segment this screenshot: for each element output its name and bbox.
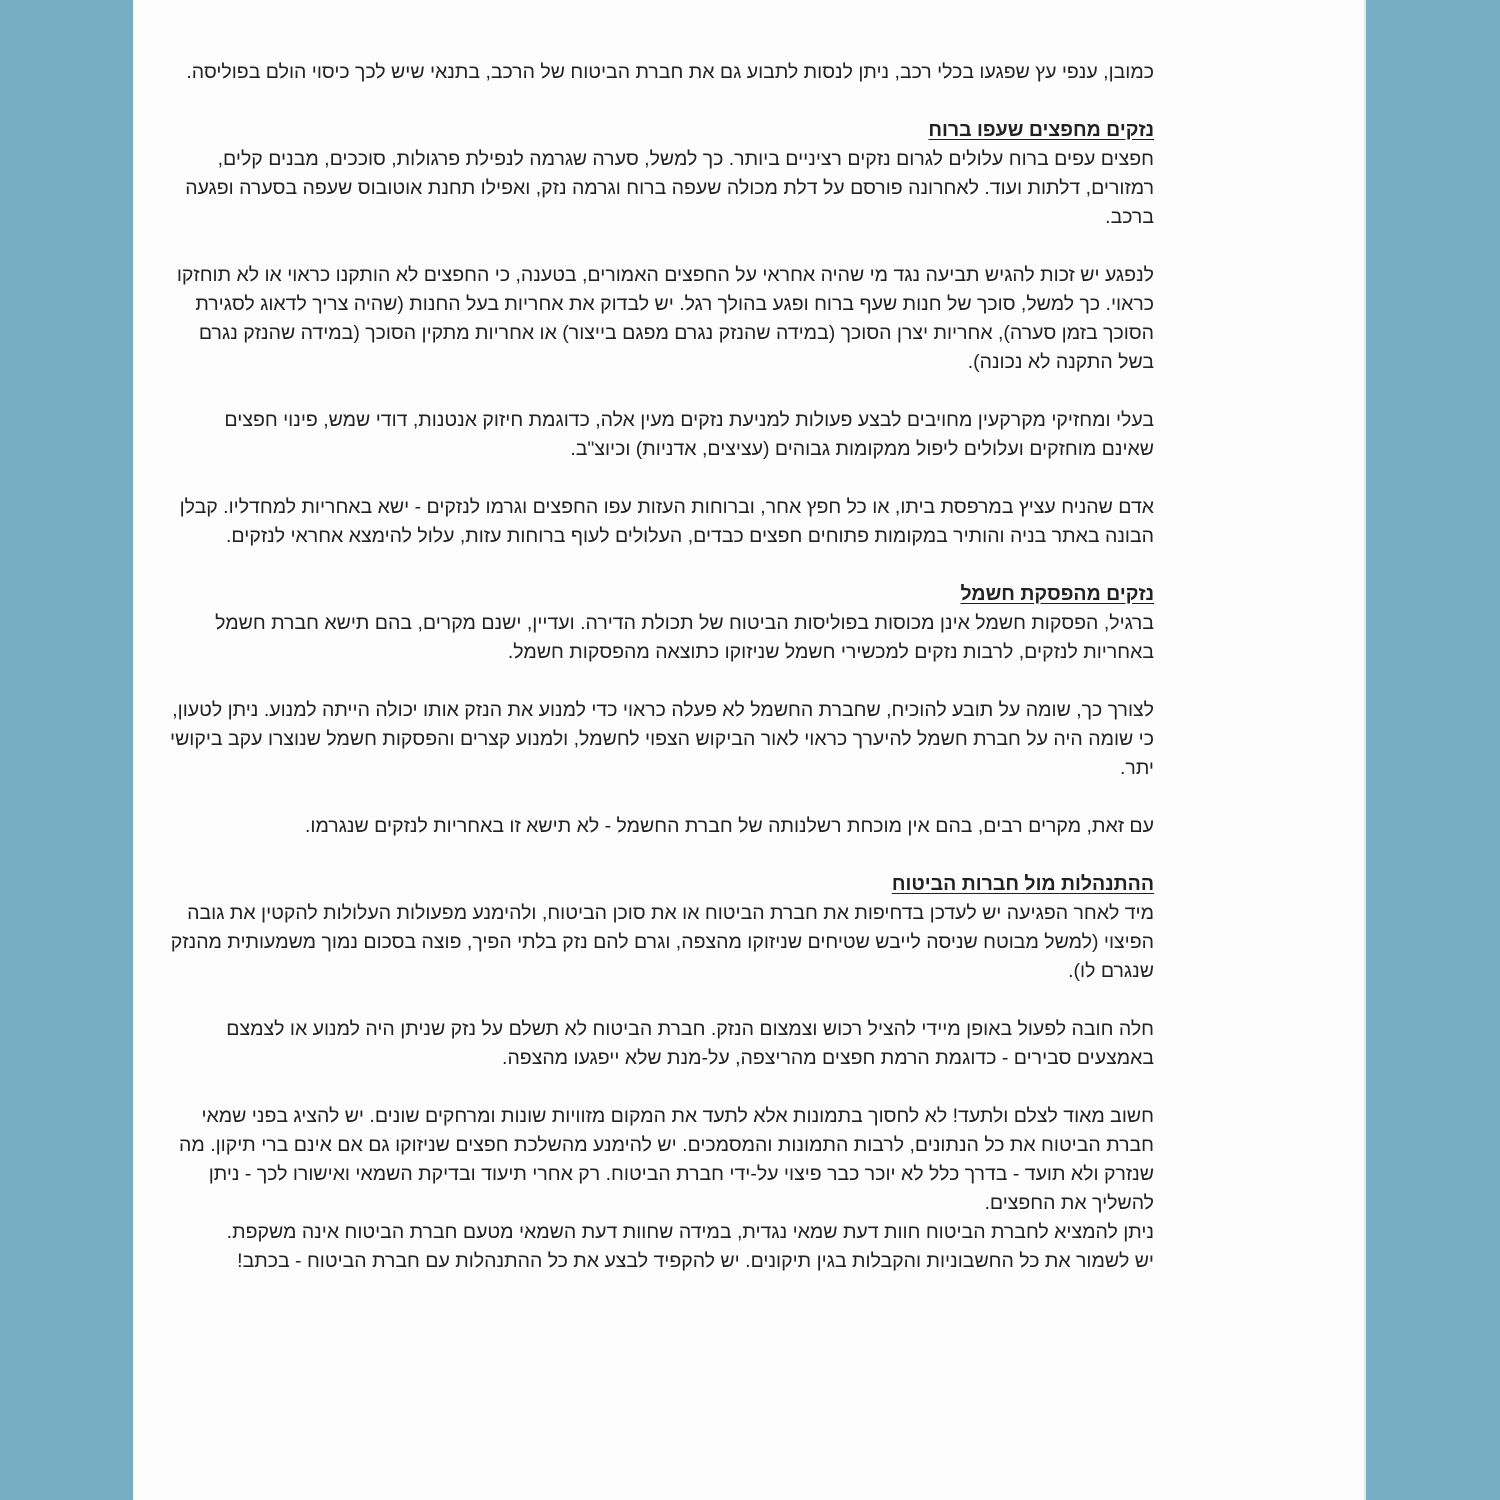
paragraph: חלה חובה לפעול באופן מיידי להציל רכוש וצמצום הנזק. חברת הביטוח לא תשלם על נזק שניתן היה למנוע או לצמצם באמצעים סבירים - כדוגמת הרמת חפצים מהריצפה, על-מנת שלא ייפגעו מהצפה. [226,1018,1154,1069]
closing-line: יש לשמור את כל החשבוניות והקבלות בגין תיקונים. יש להקפיד לבצע את כל ההתנהלות עם חברת הביטוח - בכתב! [237,1250,1154,1272]
document-page [133,0,1364,1500]
paragraph: לצורך כך, שומה על תובע להוכיח, שחברת החשמל לא פעלה כראוי כדי למנוע את הנזק אותו יכולה הייתה למנוע. ניתן לטעון, כי שומה היה על חברת חשמל להיערך כראוי לאור הביקוש הצפוי לחשמל, ולמנוע קצרים והפסקות חשמל שנוצרו עקב ביקושי יתר. [170,699,1154,779]
paragraph: חפצים עפים ברוח עלולים לגרום נזקים רציניים ביותר. כך למשל, סערה שגרמה לנפילת פרגולות, סוככים, מבנים קלים, רמזורים, דלתות ועוד. לאחרונה פורסם על דלת מכולה שעפה ברוח וגרמה נזק, ואפילו תחנת אוטובוס שעפה בסערה ופגעה ברכב. [185,148,1154,228]
paragraph: עם זאת, מקרים רבים, בהם אין מוכחת רשלנותה של חברת החשמל - לא תישא זו באחריות לנזקים שנגרמו. [304,815,1154,837]
closing-line: ניתן להמציא לחברת הביטוח חוות דעת שמאי נגדית, במידה שחוות דעת השמאי מטעם חברת הביטוח אינה משקפת. [226,1221,1154,1243]
paragraph: מיד לאחר הפגיעה יש לעדכן בדחיפות את חברת הביטוח או את סוכן הביטוח, ולהימנע מפעולות העלולות להקטין את גובה הפיצוי (למשל מבוטח שניסה לייבש שטיחים שניזוקו מהצפה, וגרם להם נזק בלתי הפיך, פוצה בסכום נמוך משמעותית מהנזק שנגרם לו). [170,902,1154,982]
paragraph: בעלי ומחזיקי מקרקעין מחויבים לבצע פעולות למניעת נזקים מעין אלה, כדוגמת חיזוק אנטנות, דודי שמש, פינוי חפצים שאינם מוחזקים ועלולים ליפול ממקומות גבוהים (עציצים, אדניות) וכיוצ"ב. [224,409,1154,460]
closing-line: חשוב מאוד לצלם ולתעד! לא לחסוך בתמונות אלא לתעד את המקום מזוויות שונות ומרחקים שונים. יש להציג בפני שמאי חברת הביטוח את כל הנתונים, לרבות התמונות והמסמכים. יש להימנע מהשלכת חפצים שניזוקו גם אם אינם ברי תיקון. מה שנזרק ולא תועד - בדרך כלל לא יוכר כבר פיצוי על-ידי חברת הביטוח. רק אחרי תיעוד ובדיקת השמאי ואישורו לכך - ניתן להשליך את החפצים. [179,1105,1154,1214]
document-body [169,58,1154,1276]
paragraph: ברגיל, הפסקות חשמל אינן מכוסות בפוליסות הביטוח של תכולת הדירה. ועדיין, ישנם מקרים, בהם תישא חברת חשמל באחריות לנזקים, לרבות נזקים למכשירי חשמל שניזוקו כתוצאה מהפסקות חשמל. [215,612,1154,663]
paragraph: אדם שהניח עציץ במרפסת ביתו, או כל חפץ אחר, וברוחות העזות עפו החפצים וגרמו לנזקים - ישא באחריות למחדליו. קבלן הבונה באתר בניה והותיר במקומות פתוחים חפצים כבדים, העלולים לעוף ברוחות עזות, עלול להימצא אחראי לנזקים. [179,496,1154,547]
intro-paragraph: כמובן, ענפי עץ שפגעו בכלי רכב, ניתן לנסות לתבוע גם את חברת הביטוח של הרכב, בתנאי שיש לכך כיסוי הולם בפוליסה. [186,61,1154,83]
section-heading-power-outage: נזקים מהפסקת חשמל [960,583,1154,605]
section-heading-insurance-conduct: ההתנהלות מול חברות הביטוח [891,873,1154,895]
section-heading-wind-objects: נזקים מחפצים שעפו ברוח [928,119,1154,141]
paragraph: לנפגע יש זכות להגיש תביעה נגד מי שהיה אחראי על החפצים האמורים, בטענה, כי החפצים לא הותקנו כראוי או לא תוחזקו כראוי. כך למשל, סוכך של חנות שעף ברוח ופגע בהולך רגל. יש לבדוק את אחריות בעל החנות (שהיה צריך לדאוג לסגירת הסוכך בזמן סערה), אחריות יצרן הסוכך (במידה שהנזק נגרם מפגם בייצור) או אחריות מתקין הסוכך (במידה שהנזק נגרם בשל התקנה לא נכונה). [176,264,1154,373]
